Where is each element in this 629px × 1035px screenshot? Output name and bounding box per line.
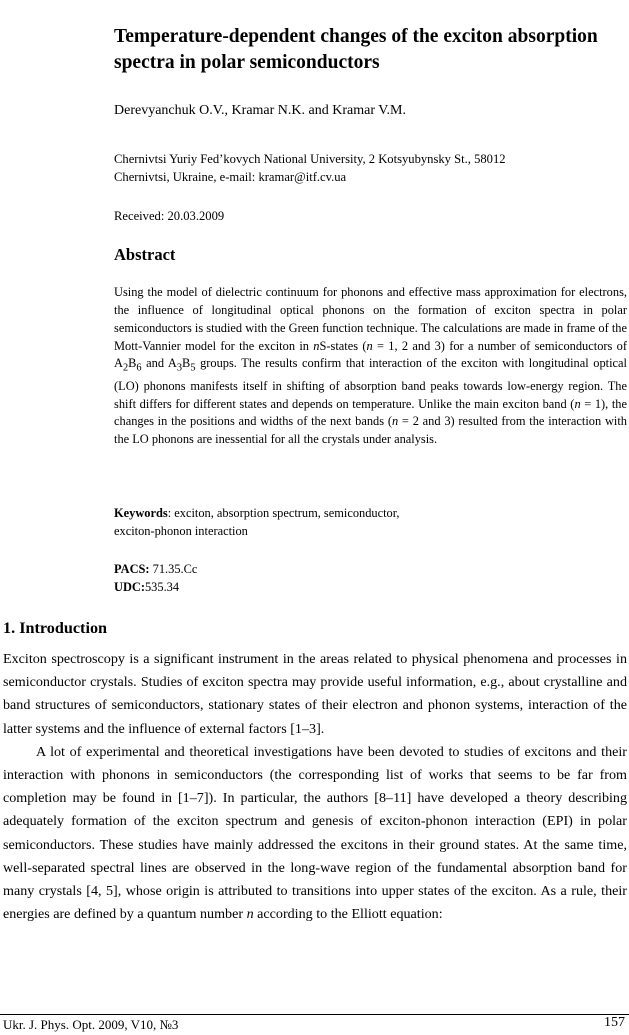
affiliation [114, 150, 629, 186]
abstract-text: and A [141, 356, 177, 371]
abstract-text: = 1, 2 and 3) for a number of semiconductors of A [114, 338, 627, 371]
udc-label: UDC: [114, 579, 145, 594]
subscript: 3 [176, 362, 183, 374]
abstract-text: B [182, 356, 191, 371]
introduction-body [3, 648, 627, 926]
abstract-text: groups. The results confirm that interaction of the exciton with longitudinal optical (LO) phonons manifests itself in shifting of absorption band peaks towards low-energy region. The shift differs for different states and depends on temperature. Unlike the main exciton band ( [114, 356, 627, 411]
abstract-text: B [128, 356, 137, 371]
affiliation-line-2: Chernivtsi, Ukraine, e-mail: kramar@itf.cv.ua [114, 170, 347, 184]
author-list: Derevyanchuk O.V., Kramar N.K. and Kramar V.M. [114, 103, 406, 118]
keywords-line-1 [114, 505, 594, 523]
abstract-text: S-states ( [319, 338, 367, 353]
keywords-label: Keywords [114, 506, 168, 520]
udc-code [114, 579, 197, 597]
math-n: n [246, 906, 254, 923]
pacs-value: 71.35.Cc [149, 562, 198, 576]
subscript: 5 [190, 362, 196, 374]
paper-title: Temperature-dependent changes of the exciton absorption spectra in polar semiconductors [114, 26, 598, 73]
classification-codes [114, 561, 197, 596]
keywords-text: : exciton, absorption spectrum, semiconductor, [167, 506, 400, 520]
paragraph-text: A lot of experimental and theoretical investigations have been devoted to studies of excitons and their interaction with phonons in semiconductors (the corresponding list of works that seems to be far from completion may be found in [1–7]). In particular, the authors [8–11] have developed a theory describing adequately formation of the exciton spectrum and genesis of exciton-phonon interaction (EPI) in polar semiconductors. These studies have mainly addressed the excitons in their ground states. At the same time, well-separated spectral lines are observed in the long-wave region of the fundamental absorption band for many crystals [4, 5], whose origin is attributed to transitions into upper states of the exciton. As a rule, their energies are defined by a quantum number [3, 743, 627, 923]
paragraph: Exciton spectroscopy is a significant instrument in the areas related to physical phenomena and processes in semiconductor crystals. Studies of exciton spectra may provide useful information, e.g., about crystalline and band structures of semiconductors, stationary states of their electron and phonon systems, interaction of the latter systems and the influence of external factors [1–3]. [3, 651, 627, 737]
abstract-text: Using the model of dielectric continuum for phonons and effective mass approximation for electrons, the influence of longitudinal optical phonons on the formation of exciton spectra in polar semiconductors is studied with the Green function technique. The calculations are made in frame of the Mott-Vannier model for the exciton in [114, 285, 627, 353]
math-n: n [366, 338, 373, 353]
paragraph [3, 741, 627, 927]
paragraph-text: according to the Elliott equation: [253, 906, 443, 923]
subscript: 6 [136, 362, 142, 374]
abstract-text: = 1), the changes in the positions and widths of the next bands ( [114, 396, 627, 429]
udc-value: 535.34 [144, 579, 180, 594]
math-n: n [391, 414, 399, 429]
footer-divider [0, 1014, 629, 1015]
math-n: n [313, 338, 320, 353]
abstract-body [114, 284, 627, 449]
subscript: 2 [122, 362, 129, 374]
received-date: Received: 20.03.2009 [114, 209, 225, 223]
abstract-heading: Abstract [114, 245, 176, 264]
page-number: 157 [604, 1015, 625, 1030]
math-n: n [574, 396, 581, 411]
pacs-label: PACS: [114, 562, 150, 576]
keywords [114, 505, 594, 540]
section-heading-introduction: 1. Introduction [3, 619, 108, 637]
keywords-line-2: exciton-phonon interaction [114, 523, 248, 538]
abstract-text: = 2 and 3) resulted from the interaction with the LO phonons are inessential for all the crystals under analysis. [114, 414, 627, 447]
affiliation-line-1: Chernivtsi Yuriy Fed’kovych National University, 2 Kotsyubynsky St., 58012 [114, 152, 506, 166]
pacs-code [114, 561, 197, 579]
journal-citation: Ukr. J. Phys. Opt. 2009, V10, №3 [3, 1017, 179, 1032]
